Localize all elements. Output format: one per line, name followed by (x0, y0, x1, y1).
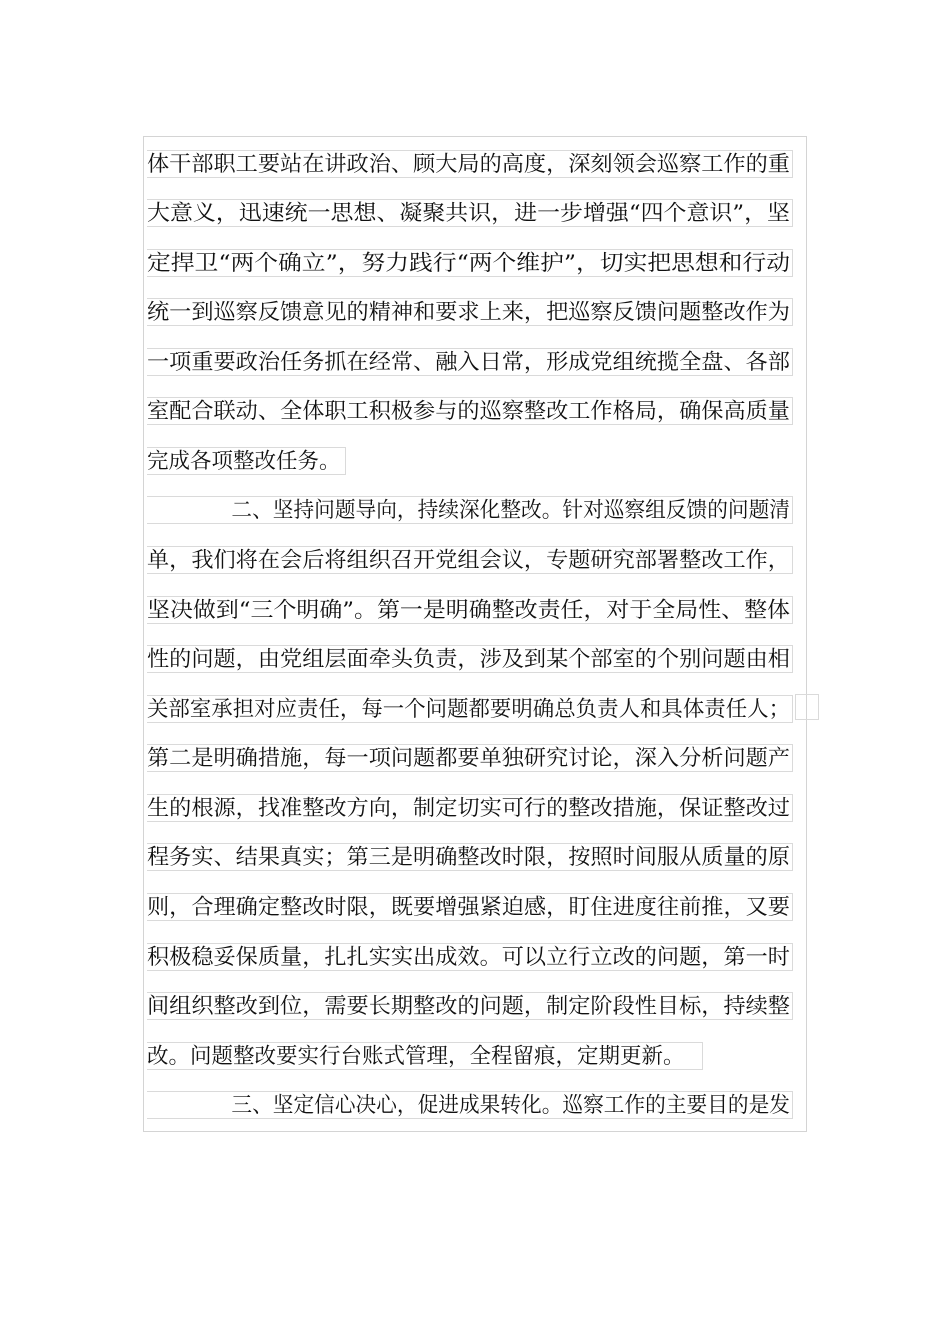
text-line-13: 第二是明确措施，每一项问题都要单独研究讨论，深入分析问题产 (147, 744, 793, 772)
text-line-14: 生的根源，找准整改方向，制定切实可行的整改措施，保证整改过 (147, 794, 793, 822)
text-line-11: 性的问题，由党组层面牵头负责，涉及到某个部室的个别问题由相 (147, 645, 793, 673)
text-line-18: 间组织整改到位，需要长期整改的问题，制定阶段性目标，持续整 (147, 992, 793, 1020)
text-line-6: 室配合联动、全体职工积极参与的巡察整改工作格局，确保高质量 (147, 397, 793, 425)
text-line-1: 体干部职工要站在讲政治、顾大局的高度，深刻领会巡察工作的重 (147, 150, 793, 178)
text-line-17: 积极稳妥保质量，扎扎实实出成效。可以立行立改的问题，第一时 (147, 943, 793, 971)
text-line-4: 统一到巡察反馈意见的精神和要求上来，把巡察反馈问题整改作为 (147, 298, 793, 326)
page-frame (143, 136, 807, 1132)
text-line-19: 改。问题整改要实行台账式管理，全程留痕，定期更新。 (147, 1042, 703, 1070)
text-line-12: 关部室承担对应责任，每一个问题都要明确总负责人和具体责任人； (147, 695, 793, 723)
paragraph-3-first-line: 三、坚定信心决心，促进成果转化。巡察工作的主要目的是发 (147, 1091, 793, 1119)
text-line-3: 定捍卫“两个确立”，努力践行“两个维护”，切实把思想和行动 (147, 249, 793, 277)
text-line-10: 坚决做到“三个明确”。第一是明确整改责任，对于全局性、整体 (147, 596, 793, 624)
text-line-2: 大意义，迅速统一思想、凝聚共识，进一步增强“四个意识”，坚 (147, 199, 793, 227)
text-line-7: 完成各项整改任务。 (147, 447, 346, 475)
paragraph-2-first-line: 二、坚持问题导向，持续深化整改。针对巡察组反馈的问题清 (147, 496, 793, 524)
text-line-9: 单，我们将在会后将组织召开党组会议，专题研究部署整改工作， (147, 546, 793, 574)
overflow-marker-box (795, 694, 819, 720)
text-line-16: 则，合理确定整改时限，既要增强紧迫感，盯住进度往前推，又要 (147, 893, 793, 921)
text-line-5: 一项重要政治任务抓在经常、融入日常，形成党组统揽全盘、各部 (147, 348, 793, 376)
text-line-15: 程务实、结果真实；第三是明确整改时限，按照时间服从质量的原 (147, 843, 793, 871)
